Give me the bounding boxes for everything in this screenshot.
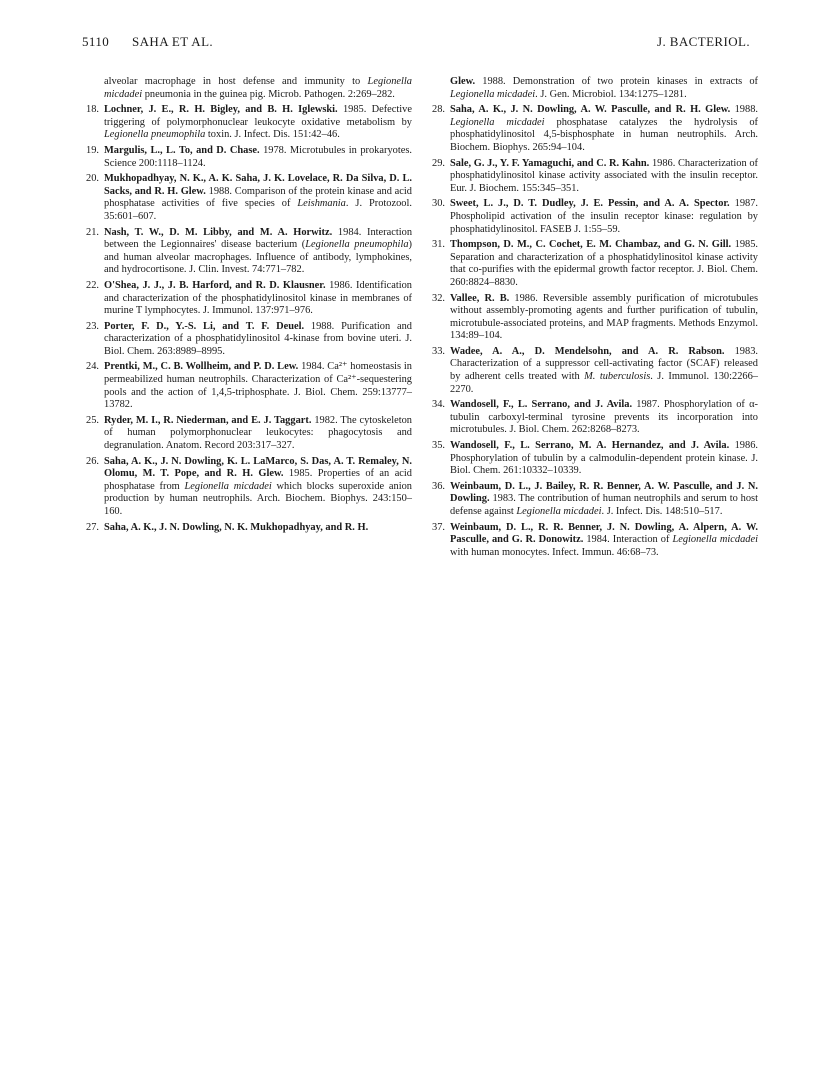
reference-entry — [82, 104, 412, 142]
reference-text: 1978. Microtubules in prokaryotes. Science 200:1118–1124. — [104, 144, 412, 169]
reference-text: 1983. The contribution of human neutrophils and serum to host defense against — [450, 493, 758, 517]
reference-entry — [82, 76, 412, 101]
reference-entry — [428, 104, 758, 154]
reference-italic-term: Legionella micdadei — [450, 116, 545, 128]
reference-authors: Prentki, M., C. B. Wollheim, and P. D. Lew. — [104, 361, 299, 373]
reference-text: with human monocytes. Infect. Immun. 46:68–73. — [450, 546, 659, 558]
reference-column-right — [428, 76, 758, 562]
reference-text: 1988. Demonstration of two protein kinases in extracts of — [475, 76, 758, 87]
reference-authors: Lochner, J. E., R. H. Bigley, and B. H. Iglewski. — [104, 104, 338, 116]
reference-number: 32. — [432, 292, 445, 304]
reference-authors: Wandosell, F., L. Serrano, M. A. Hernandez, and J. Avila. — [450, 440, 730, 452]
reference-authors: Weinbaum, D. L., R. R. Benner, J. N. Dowling, A. Alpern, A. W. Pasculle, and G. R. Donowitz. — [450, 521, 758, 546]
reference-authors: Nash, T. W., D. M. Libby, and M. A. Horwitz. — [104, 226, 333, 238]
reference-number: 37. — [432, 521, 445, 533]
reference-italic-term: Legionella micdadei — [104, 76, 412, 100]
reference-entry — [82, 456, 412, 519]
reference-italic-term: Legionella pneumophila — [305, 239, 409, 251]
reference-entry — [428, 293, 758, 343]
reference-entry — [428, 440, 758, 478]
reference-italic-term: Leishmania — [297, 198, 346, 210]
reference-number: 27. — [86, 521, 99, 533]
reference-authors: Weinbaum, D. L., J. Bailey, R. R. Benner, A. W. Pasculle, and J. N. Dowling. — [450, 480, 758, 505]
reference-entry — [82, 280, 412, 318]
reference-text: phosphatase catalyzes the hydrolysis of phosphatidylinositol 4,5-bisphosphate in human neutrophils. Arch. Biochem. Biophys. 265:94–104. — [450, 116, 758, 153]
reference-number: 34. — [432, 399, 445, 411]
reference-text: . J. Infect. Dis. 148:510–517. — [601, 506, 723, 517]
reference-text: . J. Immunol. 130:2266–2270. — [450, 371, 758, 395]
reference-number: 33. — [432, 345, 445, 357]
reference-number: 31. — [432, 239, 445, 251]
reference-entry — [82, 361, 412, 411]
reference-authors: Mukhopadhyay, N. K., A. K. Saha, J. K. Lovelace, R. Da Silva, D. L. Sacks, and R. H. Glew. — [104, 173, 412, 197]
reference-text: 1984. Interaction between the Legionnaires' disease bacterium ( — [104, 226, 413, 251]
reference-authors: Glew. — [450, 76, 476, 87]
reference-entry — [82, 145, 412, 170]
reference-text: 1988. Comparison of the protein kinase and acid phosphatase activities of five species of — [104, 185, 412, 210]
reference-text: 1982. The cytoskeleton of human polymorphonuclear leukocytes: phagocytosis and degranulation. Anatom. Record 203:317–327. — [104, 414, 412, 452]
reference-number: 23. — [86, 320, 99, 332]
reference-italic-term: Legionella micdadei — [516, 506, 602, 517]
reference-authors: Saha, A. K., J. N. Dowling, N. K. Mukhopadhyay, and R. H. — [104, 521, 369, 533]
reference-entry — [428, 198, 758, 236]
reference-number: 26. — [86, 455, 99, 467]
reference-authors: O'Shea, J. J., J. B. Harford, and R. D. Klausner. — [104, 279, 326, 291]
reference-entry — [428, 522, 758, 560]
reference-text: 1985. Properties of an acid phosphatase from — [104, 468, 412, 492]
reference-number: 22. — [86, 279, 99, 291]
reference-entry — [82, 522, 412, 535]
reference-text: 1986. Identification and characterization of the phosphatidylinositol kinase in membranes of murine T lymphocytes. J. Immunol. 137:971–976. — [104, 279, 413, 317]
running-authors: SAHA ET AL. — [132, 34, 214, 49]
reference-text: . J. Gen. Microbiol. 134:1275–1281. — [535, 88, 687, 100]
reference-text: ) and human alveolar macrophages. Influence of antibody, lymphokines, and hydrocortisone. J. Clin. Invest. 74:771–782. — [104, 239, 412, 276]
reference-italic-term: M. tuberculosis — [584, 371, 651, 383]
page-number: 5110 — [82, 34, 110, 49]
reference-number: 24. — [86, 361, 99, 373]
reference-entry — [428, 158, 758, 196]
running-header — [82, 34, 750, 50]
reference-text: . J. Protozool. 35:601–607. — [104, 198, 412, 222]
reference-entry — [428, 346, 758, 396]
reference-authors: Sale, G. J., Y. F. Yamaguchi, and C. R. Kahn. — [450, 157, 650, 169]
reference-text: 1988. Purification and characterization of a phosphatidylinositol 4-kinase from bovine uteri. J. Biol. Chem. 263:8989–8995. — [104, 320, 412, 357]
reference-entry — [82, 227, 412, 277]
reference-entry — [82, 173, 412, 223]
reference-authors: Wadee, A. A., D. Mendelsohn, and A. R. Rabson. — [450, 345, 725, 357]
reference-text: which blocks superoxide anion production by human neutrophils. Arch. Biochem. Biophys. 243:150–160. — [104, 480, 413, 517]
reference-number: 30. — [432, 198, 445, 210]
reference-number: 29. — [432, 157, 445, 169]
reference-number: 18. — [86, 104, 99, 116]
reference-authors: Margulis, L., L. To, and D. Chase. — [104, 144, 260, 156]
reference-number: 21. — [86, 226, 99, 238]
reference-text: 1986. Phosphorylation of tubulin by a calmodulin-dependent protein kinase. J. Biol. Chem. 261:10332–10339. — [450, 440, 758, 477]
reference-text: alveolar macrophage in host defense and immunity to — [104, 76, 368, 87]
reference-text: 1984. Interaction of — [583, 534, 673, 546]
journal-name: J. BACTERIOL. — [657, 34, 750, 49]
reference-text: 1987. Phospholipid activation of the insulin receptor kinase: regulation by phosphatidylinositol. FASEB J. 1:55–59. — [450, 198, 759, 235]
reference-text: 1985. Separation and characterization of a phosphatidylinositol kinase activity that co-purifies with the epidermal growth factor receptor. J. Biol. Chem. 260:8824–8830. — [450, 239, 758, 288]
reference-entry — [428, 399, 758, 437]
reference-authors: Porter, F. D., Y.-S. Li, and T. F. Deuel. — [104, 320, 305, 332]
reference-authors: Saha, A. K., J. N. Dowling, A. W. Pasculle, and R. H. Glew. — [450, 104, 731, 116]
reference-number: 20. — [86, 173, 99, 185]
reference-text: 1984. Ca²⁺ homeostasis in permeabilized human neutrophils. Characterization of Ca²⁺-sequestering pools and the action of 1,4,5-triphosphate. J. Biol. Chem. 259:13777–13782. — [104, 361, 412, 411]
reference-text: toxin. J. Infect. Dis. 151:42–46. — [205, 129, 340, 141]
reference-text: 1986. Characterization of phosphatidylinositol kinase activity associated with the insulin receptor. Eur. J. Biochem. 155:345–351. — [450, 157, 758, 194]
reference-entry — [82, 415, 412, 453]
reference-entry — [428, 481, 758, 519]
reference-number: 25. — [86, 414, 99, 426]
reference-text: 1987. Phosphorylation of α-tubulin carboxyl-terminal tyrosine prevents its incorporation into microtubules. J. Biol. Chem. 262:8268–8273. — [450, 399, 759, 436]
reference-authors: Vallee, R. B. — [450, 292, 510, 304]
reference-italic-term: Legionella micdadei — [450, 88, 536, 100]
reference-italic-term: Legionella pneumophila — [104, 129, 206, 141]
reference-text: 1988. — [730, 104, 758, 116]
reference-number: 35. — [432, 440, 445, 452]
reference-italic-term: Legionella micdadei — [672, 534, 758, 546]
reference-text: 1986. Reversible assembly purification of microtubules without assembly-promoting agents and further purification of tubulin, microtubule-associated proteins, and MAP fragments. Methods Enzymol. 134:89–104. — [450, 292, 758, 342]
reference-authors: Saha, A. K., J. N. Dowling, K. L. LaMarco, S. Das, A. T. Remaley, N. Olomu, M. T. Pope, and R. H. Glew. — [104, 455, 412, 480]
reference-text: pneumonia in the guinea pig. Microb. Pathogen. 2:269–282. — [142, 88, 395, 100]
reference-number: 19. — [86, 144, 99, 156]
reference-column-left — [82, 76, 412, 537]
reference-entry — [428, 76, 758, 101]
reference-text: 1983. Characterization of a suppressor cell-activating factor (SCAF) released by adherent cells treated with — [450, 345, 758, 383]
reference-text: 1985. Defective triggering of polymorphonuclear leukocyte oxidative metabolism by — [104, 104, 412, 128]
reference-authors: Thompson, D. M., C. Cochet, E. M. Chambaz, and G. N. Gill. — [450, 239, 732, 251]
reference-entry — [82, 321, 412, 359]
reference-italic-term: Legionella micdadei — [184, 480, 272, 492]
reference-authors: Wandosell, F., L. Serrano, and J. Avila. — [450, 399, 633, 411]
reference-number: 36. — [432, 480, 445, 492]
reference-entry — [428, 239, 758, 289]
reference-authors: Ryder, M. I., R. Niederman, and E. J. Taggart. — [104, 414, 312, 426]
reference-authors: Sweet, L. J., D. T. Dudley, J. E. Pessin, and A. A. Spector. — [450, 198, 730, 210]
reference-number: 28. — [432, 104, 445, 116]
